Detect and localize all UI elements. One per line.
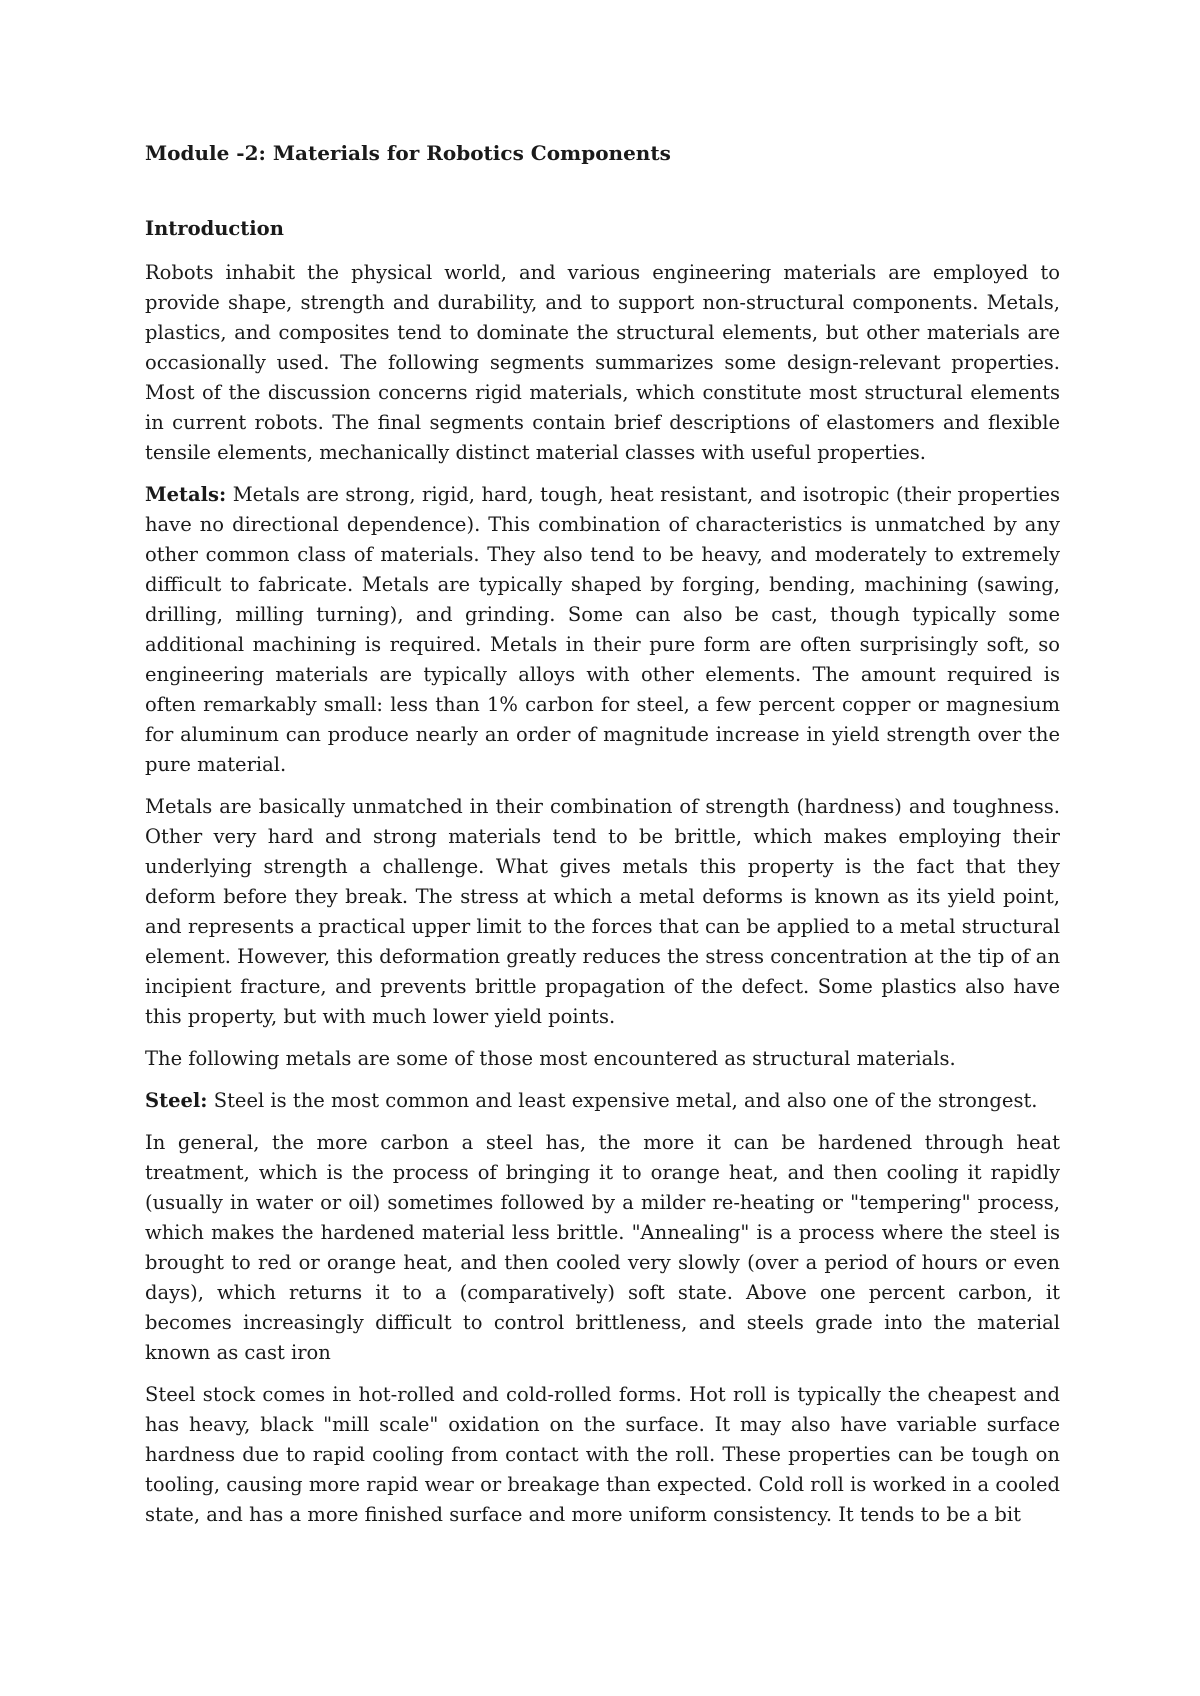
document-title: Module -2: Materials for Robotics Components <box>145 141 671 165</box>
steel-paragraph <box>145 1086 1060 1116</box>
metals-paragraph-2: Metals are basically unmatched in their combination of strength (hardness) and toughness. Other very hard and strong materials tend to be brittle, which makes employing their underlying strength a challenge. What gives metals this property is the fact that they deform before they break. The stress at which a metal deforms is known as its yield point, and represents a practical upper limit to the forces that can be applied to a metal structural element. However, this deformation greatly reduces the stress concentration at the tip of an incipient fracture, and prevents brittle propagation of the defect. Some plastics also have this property, but with much lower yield points. <box>145 795 1060 1028</box>
metals-text: Metals are strong, rigid, hard, tough, heat resistant, and isotropic (their properties have no directional dependence). This combination of characteristics is unmatched by any other common class of materials. They also tend to be heavy, and moderately to extremely difficult to fabricate. Metals are typically shaped by forging, bending, machining (sawing, drilling, milling turning), and grinding. Some can also be cast, though typically some additional machining is required. Metals in their pure form are often surprisingly soft, so engineering materials are typically alloys with other elements. The amount required is often remarkably small: less than 1% carbon for steel, a few percent copper or magnesium for aluminum can produce nearly an order of magnitude increase in yield strength over the pure material. <box>145 483 1060 776</box>
intro-heading: Introduction <box>145 217 284 240</box>
steel-paragraph-2: In general, the more carbon a steel has, the more it can be hardened through heat treatment, which is the process of bringing it to orange heat, and then cooling it rapidly (usually in water or oil) sometimes followed by a milder re-heating or "tempering" process, which makes the hardened material less brittle. "Annealing" is a process where the steel is brought to red or orange heat, and then cooled very slowly (over a period of hours or even days), which returns it to a (comparatively) soft state. Above one percent carbon, it becomes increasingly difficult to control brittleness, and steels grade into the material known as cast iron <box>145 1131 1060 1364</box>
intro-paragraph: Robots inhabit the physical world, and various engineering materials are employed to provide shape, strength and durability, and to support non-structural components. Metals, plastics, and composites tend to dominate the structural elements, but other materials are occasionally used. The following segments summarizes some design-relevant properties. Most of the discussion concerns rigid materials, which constitute most structural elements in current robots. The final segments contain brief descriptions of elastomers and flexible tensile elements, mechanically distinct material classes with useful properties. <box>145 261 1060 464</box>
steel-label: Steel: <box>145 1089 208 1112</box>
metals-list-intro: The following metals are some of those most encountered as structural materials. <box>145 1047 956 1070</box>
document-page <box>145 138 1060 1530</box>
metals-paragraph <box>145 480 1060 780</box>
steel-paragraph-3: Steel stock comes in hot-rolled and cold-rolled forms. Hot roll is typically the cheapest and has heavy, black "mill scale" oxidation on the surface. It may also have variable surface hardness due to rapid cooling from contact with the roll. These properties can be tough on tooling, causing more rapid wear or breakage than expected. Cold roll is worked in a cooled state, and has a more finished surface and more uniform consistency. It tends to be a bit <box>145 1383 1060 1526</box>
metals-label: Metals: <box>145 483 227 506</box>
steel-text: Steel is the most common and least expensive metal, and also one of the strongest. <box>207 1089 1038 1112</box>
